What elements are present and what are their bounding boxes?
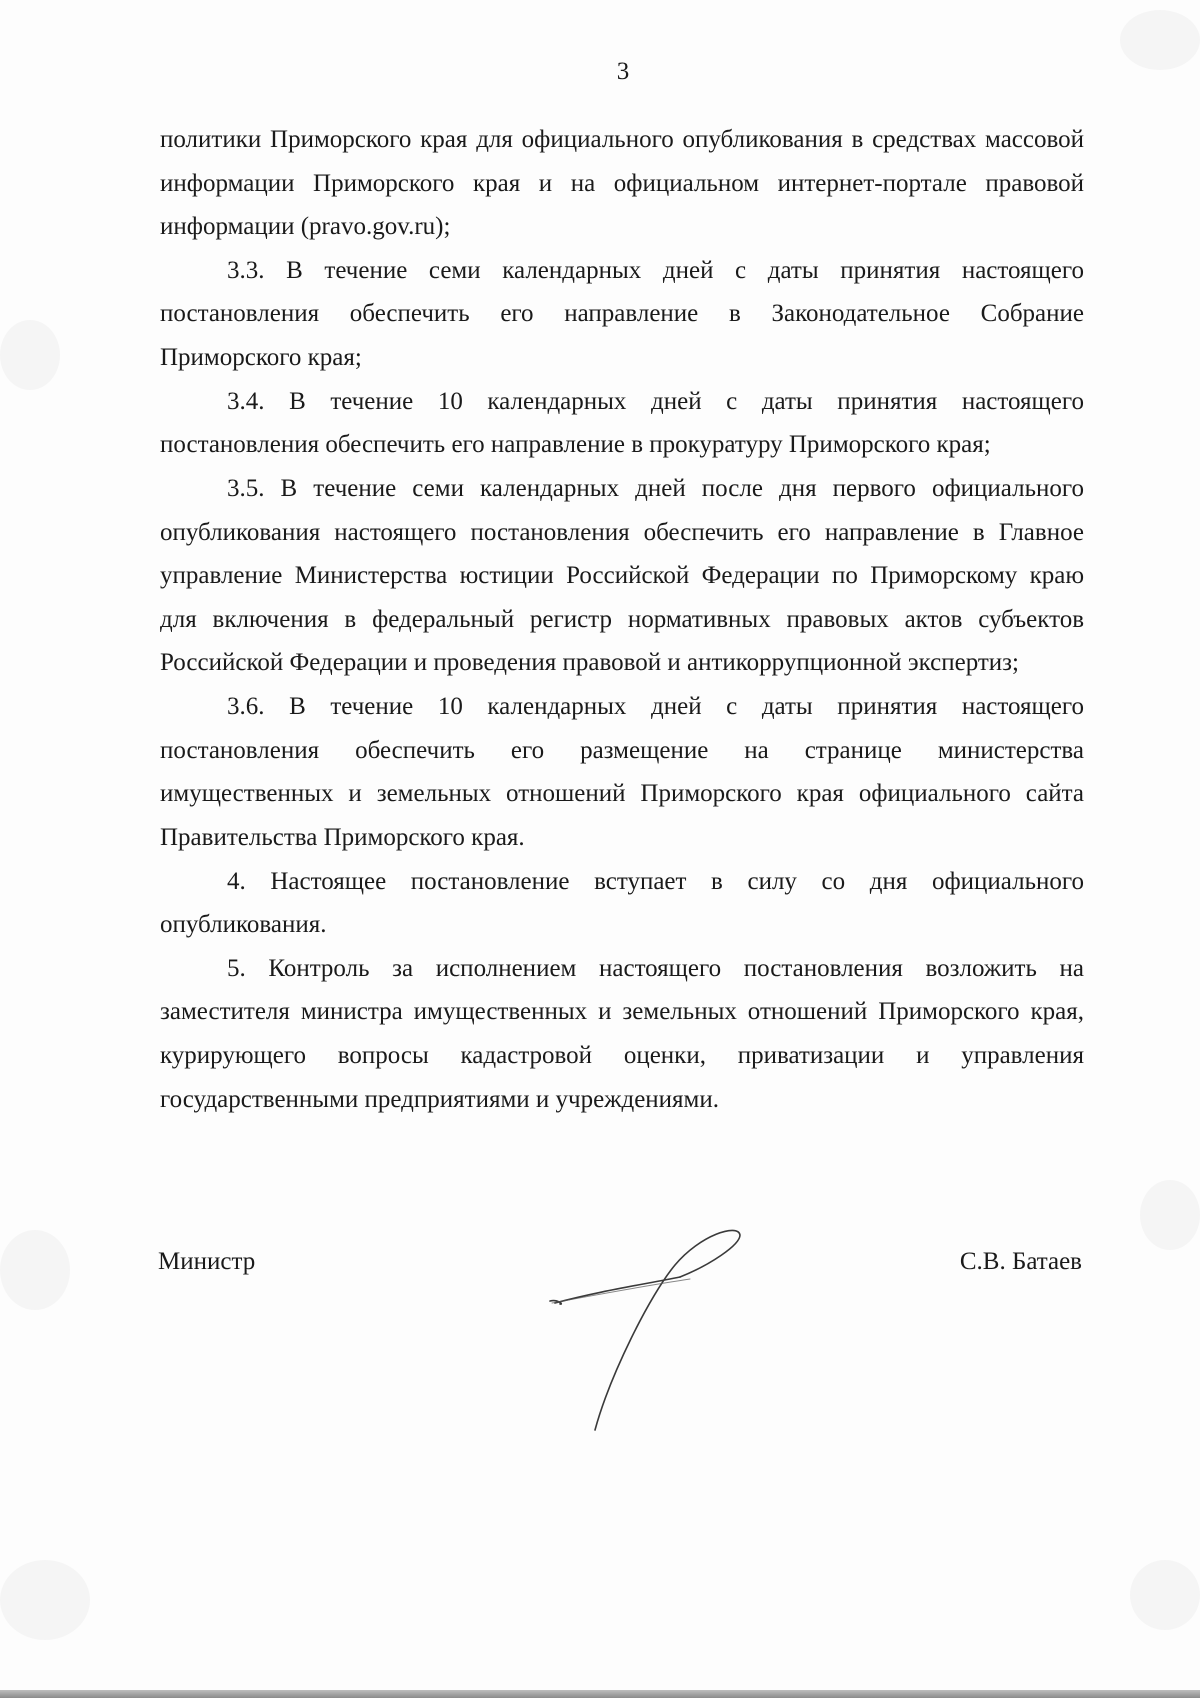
handwritten-signature [540,1225,760,1435]
signature-underline [552,1279,690,1303]
document-body [160,118,1084,1121]
paragraph-5: 5. Контроль за исполнением настоящего постановления возложить на заместителя министра имущественных и земельных отношений Приморского края, курирующего вопросы кадастровой оценки, приватизации и управления государственными предприятиями и учреждениями. [160,954,1084,1113]
paragraph-3-4: 3.4. В течение 10 календарных дней с даты принятия настоящего постановления обеспечить его направление в прокуратуру Приморского края; [160,387,1084,459]
scan-speckle [1140,1180,1200,1250]
scan-speckle [0,1230,70,1310]
scan-speckle [1130,1560,1200,1630]
signatory-name: С.В. Батаев [959,1248,1082,1275]
paragraph-publication-policy: политики Приморского края для официального опубликования в средствах массовой информации Приморского края и на официальном интернет-портале правовой информации (pravo.gov.ru); [160,126,1084,241]
page-number: 3 [616,58,630,85]
scan-bottom-edge [0,1690,1200,1698]
paragraph-4: 4. Настоящее постановление вступает в силу со дня официального опубликования. [160,867,1084,939]
paragraph-3-3: 3.3. В течение семи календарных дней с даты принятия настоящего постановления обеспечить его направление в Законодательное Собрание Приморского края; [160,256,1084,372]
scan-speckle [0,1560,90,1640]
scan-speckle [0,320,60,390]
paragraph-3-6: 3.6. В течение 10 календарных дней с даты принятия настоящего постановления обеспечить его размещение на странице министерства имущественных и земельных отношений Приморского края официального сайта Правительства Приморского края. [160,693,1084,851]
signature-loop [595,1230,740,1430]
paragraph-3-5: 3.5. В течение семи календарных дней после дня первого официального опубликования настоящего постановления обеспечить его направление в Главное управление Министерства юстиции Российской Федерации по Приморскому краю для включения в федеральный регистр нормативных правовых актов субъектов Российской Федерации и проведения правовой и антикоррупционной экспертиз; [160,475,1084,677]
signatory-title: Министр [158,1248,256,1275]
